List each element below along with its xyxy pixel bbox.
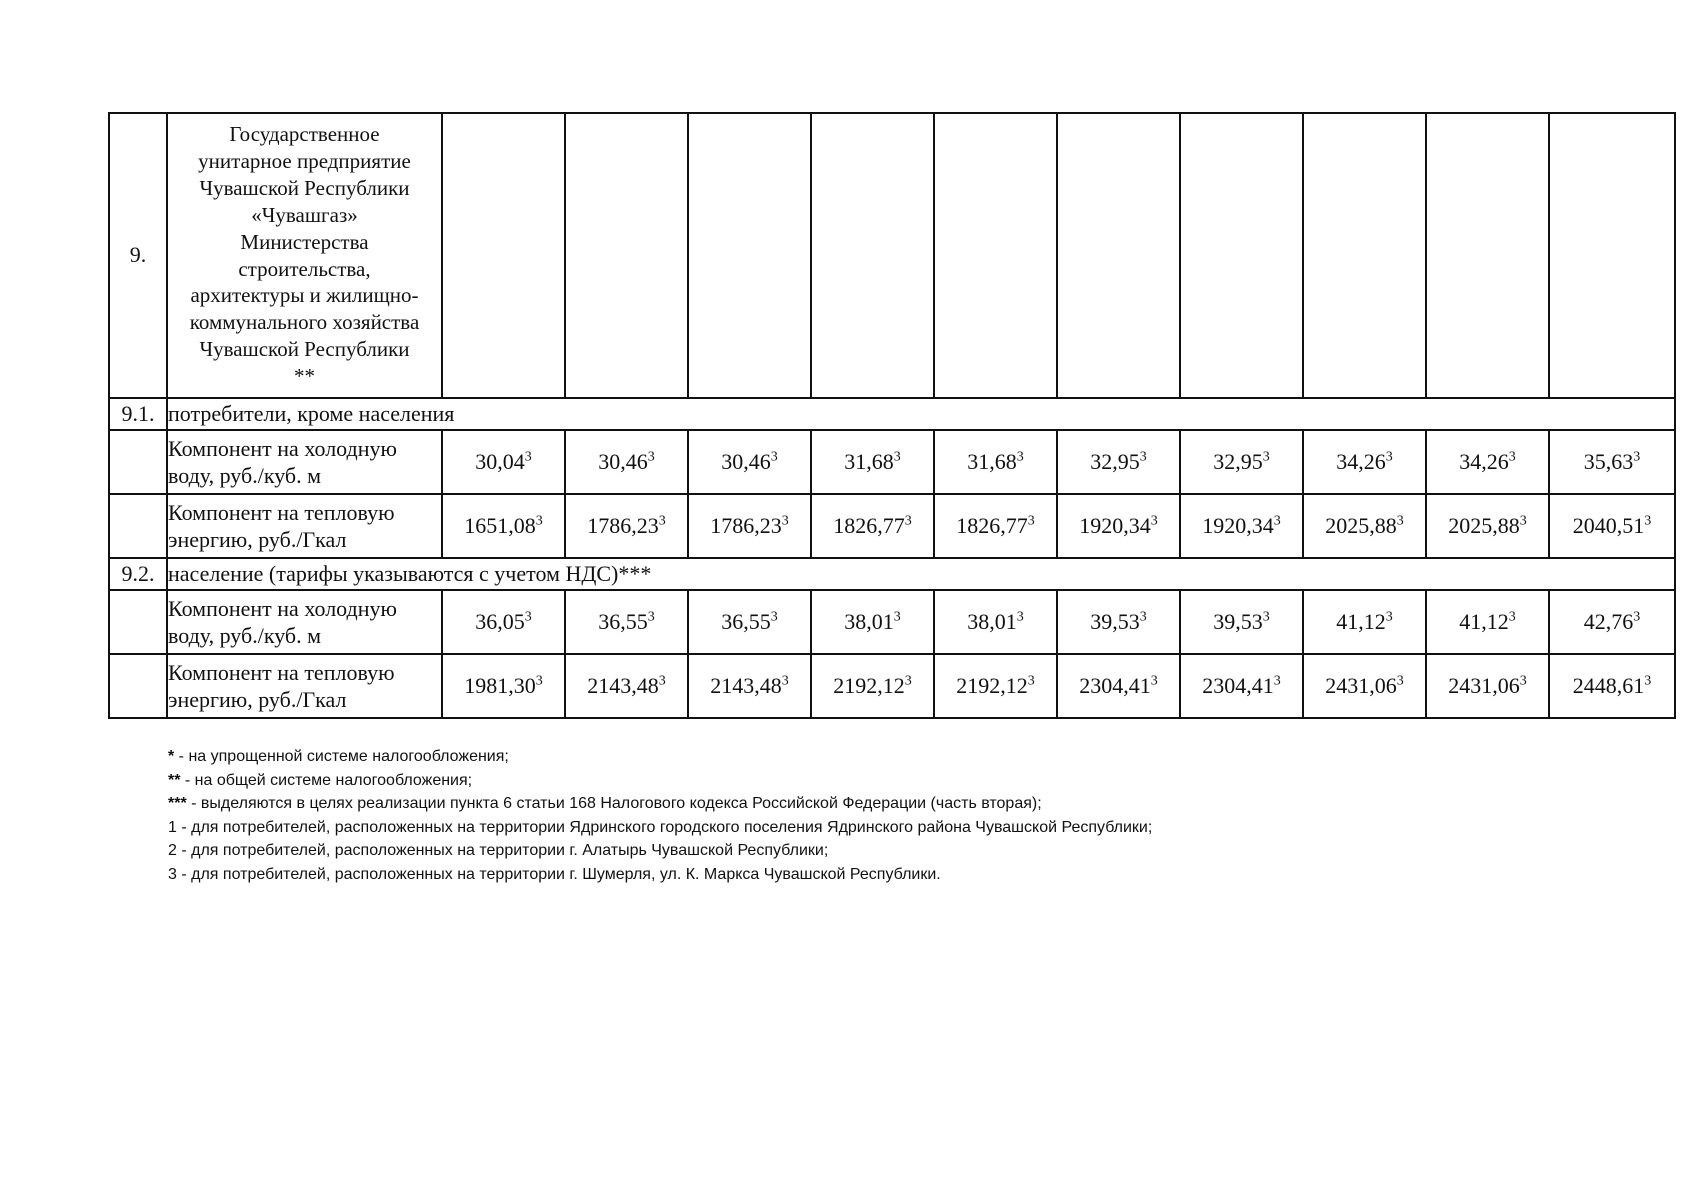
tariff-value: 36,05$^3$ — [442, 590, 565, 654]
footnote-ref: 3 — [781, 673, 789, 689]
empty-cell — [811, 113, 934, 398]
tariff-value: 2304,41$^3$ — [1180, 654, 1303, 718]
component-label: Компонент на холодную воду, руб./куб. м — [167, 430, 442, 494]
footnote-ref: 3 — [524, 449, 532, 465]
row-number: 9. — [109, 113, 167, 398]
tariff-value: 2304,41$^3$ — [1057, 654, 1180, 718]
empty-cell — [442, 113, 565, 398]
tariff-value: 41,12$^3$ — [1303, 590, 1426, 654]
tariff-value: 2025,88$^3$ — [1303, 494, 1426, 558]
footnote-ref: 3 — [1519, 513, 1527, 529]
tariff-value: 32,95$^3$ — [1180, 430, 1303, 494]
tariff-value: 31,68$^3$ — [811, 430, 934, 494]
table-row — [109, 494, 1675, 558]
component-label: Компонент на тепловую энергию, руб./Гкал — [167, 654, 442, 718]
footnotes — [168, 745, 1152, 886]
empty-cell — [1303, 113, 1426, 398]
footnote-ref: 3 — [1508, 449, 1516, 465]
table-row — [109, 654, 1675, 718]
footnote-ref: 3 — [1262, 609, 1270, 625]
tariff-value: 2192,12$^3$ — [811, 654, 934, 718]
footnote-ref: 3 — [1150, 513, 1158, 529]
footnote-ref: 3 — [770, 609, 778, 625]
empty-cell — [565, 113, 688, 398]
footnote-ref: 3 — [770, 449, 778, 465]
section-number: 9.1. — [109, 398, 167, 430]
footnote-ref: 3 — [1273, 673, 1281, 689]
empty-cell — [1549, 113, 1675, 398]
footnote-ref: 3 — [1027, 673, 1035, 689]
tariff-value: 2040,51$^3$ — [1549, 494, 1675, 558]
footnote-ref: 3 — [647, 609, 655, 625]
tariff-value: 38,01$^3$ — [934, 590, 1057, 654]
empty-cell — [109, 654, 167, 718]
tariff-value: 1920,34$^3$ — [1180, 494, 1303, 558]
footnote-ref: 3 — [647, 449, 655, 465]
tariff-value: 2431,06$^3$ — [1303, 654, 1426, 718]
table-row — [109, 590, 1675, 654]
tariff-table — [108, 112, 1676, 719]
table-row — [109, 430, 1675, 494]
section-number: 9.2. — [109, 558, 167, 590]
organization-name: Государственное унитарное предприятие Чувашской Республики «Чувашгаз» Министерства строительства, архитектуры и жилищно- коммунального хозяйства Чувашской Республики ** — [167, 113, 442, 398]
footnote-ref: 3 — [1396, 513, 1404, 529]
tariff-value: 1826,77$^3$ — [934, 494, 1057, 558]
footnote-ref: 3 — [1273, 513, 1281, 529]
footnote-ref: 3 — [1385, 609, 1393, 625]
tariff-value: 36,55$^3$ — [688, 590, 811, 654]
footnote-ref: 3 — [1027, 513, 1035, 529]
footnote-ref: 3 — [1139, 609, 1147, 625]
footnote: * - на упрощенной системе налогообложения; — [168, 748, 509, 765]
tariff-value: 1786,23$^3$ — [688, 494, 811, 558]
empty-cell — [109, 430, 167, 494]
tariff-value: 2192,12$^3$ — [934, 654, 1057, 718]
tariff-value: 32,95$^3$ — [1057, 430, 1180, 494]
footnote-ref: 3 — [893, 609, 901, 625]
tariff-value: 2143,48$^3$ — [565, 654, 688, 718]
footnote-ref: 3 — [1385, 449, 1393, 465]
footnote-ref: 3 — [658, 513, 666, 529]
footnote-ref: 3 — [1633, 449, 1641, 465]
tariff-value: 2448,61$^3$ — [1549, 654, 1675, 718]
footnote: 3 - для потребителей, расположенных на территории г. Шумерля, ул. К. Маркса Чувашской Республики. — [168, 865, 941, 883]
tariff-value: 39,53$^3$ — [1180, 590, 1303, 654]
empty-cell — [1180, 113, 1303, 398]
section-row — [109, 558, 1675, 590]
footnote-ref: 3 — [1508, 609, 1516, 625]
empty-cell — [1057, 113, 1180, 398]
tariff-value: 36,55$^3$ — [565, 590, 688, 654]
tariff-value: 2025,88$^3$ — [1426, 494, 1549, 558]
footnote-ref: 3 — [1396, 673, 1404, 689]
footnote-ref: 3 — [535, 673, 543, 689]
empty-cell — [109, 494, 167, 558]
tariff-value: 2143,48$^3$ — [688, 654, 811, 718]
footnote-ref: 3 — [781, 513, 789, 529]
section-label: население (тарифы указываются с учетом НДС)*** — [167, 558, 1675, 590]
tariff-value: 1651,08$^3$ — [442, 494, 565, 558]
tariff-value: 1786,23$^3$ — [565, 494, 688, 558]
footnote-ref: 3 — [904, 673, 912, 689]
component-label: Компонент на тепловую энергию, руб./Гкал — [167, 494, 442, 558]
empty-cell — [688, 113, 811, 398]
footnote-ref: 3 — [1644, 673, 1652, 689]
tariff-value: 1920,34$^3$ — [1057, 494, 1180, 558]
footnote-ref: 3 — [904, 513, 912, 529]
footnote-ref: 3 — [1016, 449, 1024, 465]
footnote-ref: 3 — [1644, 513, 1652, 529]
footnote-ref: 3 — [1016, 609, 1024, 625]
tariff-value: 1826,77$^3$ — [811, 494, 934, 558]
tariff-value: 30,04$^3$ — [442, 430, 565, 494]
empty-cell — [934, 113, 1057, 398]
footnote: ** - на общей системе налогообложения; — [168, 771, 473, 789]
footnote-ref: 3 — [893, 449, 901, 465]
tariff-value: 31,68$^3$ — [934, 430, 1057, 494]
footnote-ref: 3 — [1150, 673, 1158, 689]
tariff-value: 38,01$^3$ — [811, 590, 934, 654]
footnote-ref: 3 — [524, 609, 532, 625]
tariff-value: 35,63$^3$ — [1549, 430, 1675, 494]
footnote-ref: 3 — [1139, 449, 1147, 465]
footnote: 1 - для потребителей, расположенных на территории Ядринского городского поселения Ядринского района Чувашской Республики; — [168, 818, 1153, 836]
footnote-ref: 3 — [1633, 609, 1641, 625]
section-row — [109, 398, 1675, 430]
tariff-value: 34,26$^3$ — [1426, 430, 1549, 494]
tariff-value: 1981,30$^3$ — [442, 654, 565, 718]
footnote-ref: 3 — [658, 673, 666, 689]
tariff-value: 39,53$^3$ — [1057, 590, 1180, 654]
tariff-value: 30,46$^3$ — [565, 430, 688, 494]
component-label: Компонент на холодную воду, руб./куб. м — [167, 590, 442, 654]
footnote: *** - выделяются в целях реализации пункта 6 статьи 168 Налогового кодекса Российской Федерации (часть вторая); — [168, 795, 1042, 812]
tariff-value: 34,26$^3$ — [1303, 430, 1426, 494]
tariff-value: 41,12$^3$ — [1426, 590, 1549, 654]
tariff-value: 30,46$^3$ — [688, 430, 811, 494]
empty-cell — [1426, 113, 1549, 398]
tariff-value: 42,76$^3$ — [1549, 590, 1675, 654]
footnote-ref: 3 — [1519, 673, 1527, 689]
footnote: 2 - для потребителей, расположенных на территории г. Алатырь Чувашской Республики; — [168, 842, 829, 859]
section-label: потребители, кроме населения — [167, 398, 1675, 430]
empty-cell — [109, 590, 167, 654]
organization-row — [109, 113, 1675, 398]
footnote-ref: 3 — [535, 513, 543, 529]
tariff-value: 2431,06$^3$ — [1426, 654, 1549, 718]
footnote-ref: 3 — [1262, 449, 1270, 465]
